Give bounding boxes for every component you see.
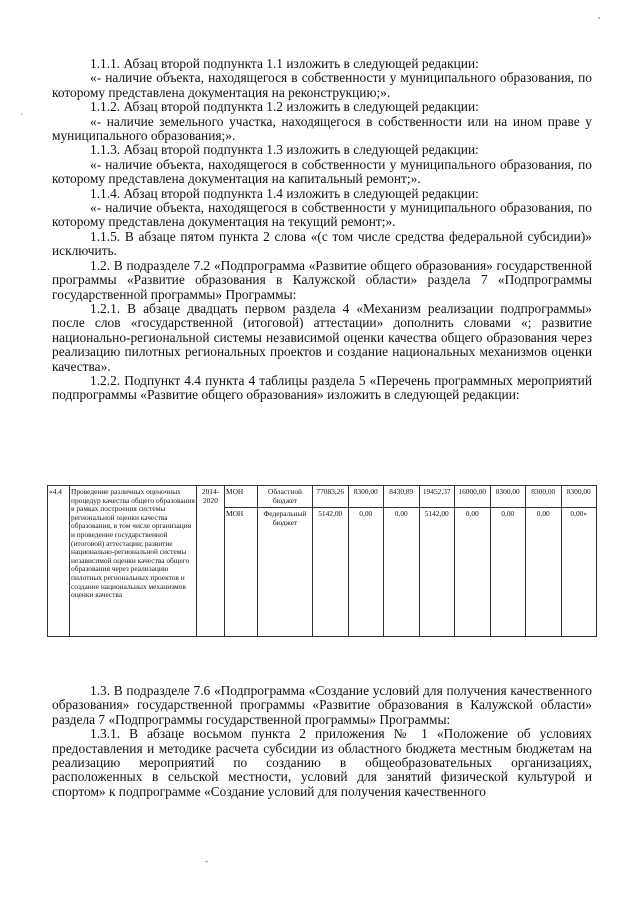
- scan-artifact-mark: -: [205, 856, 208, 866]
- value-cell: 8300,00: [561, 486, 597, 508]
- value-cell: 8300,00: [348, 486, 384, 508]
- text-block-bottom: [52, 684, 592, 799]
- value-cell: 8430,89: [384, 486, 420, 508]
- paragraph: 1.2.2. Подпункт 4.4 пункта 4 таблицы раздела 5 «Перечень программных мероприятий подпрограммы «Развитие общего образования» изложить в следующей редакции:: [52, 372, 592, 403]
- paragraph: 1.3. В подразделе 7.6 «Подпрограмма «Создание условий для получения качественного образования» государственной программы «Развитие образования в Калужской области» раздела 7 «Подпрограммы государственной программы» Программы:: [52, 683, 592, 727]
- paragraph: «- наличие земельного участка, находящегося в собственности или на ином праве у муниципального образования;».: [52, 113, 592, 144]
- paragraph: 1.2.1. В абзаце двадцать первом раздела 4 «Механизм реализации подпрограммы» после слов «государственной (итоговой) аттестации» дополнить словами «; развитие национально-региональной системы независимой оценки качества общего образования через реализацию пилотных региональных проектов и создание национальных механизмов оценки качества».: [52, 300, 592, 374]
- table-row: [48, 486, 597, 508]
- value-cell: 19452,37: [419, 486, 455, 508]
- paragraph: 1.1.4. Абзац второй подпункта 1.4 изложить в следующей редакции:: [90, 185, 479, 201]
- value-cell: 0,00: [384, 508, 420, 637]
- paragraph: «- наличие объекта, находящегося в собственности у муниципального образования, по которому представлена документация на капитальный ремонт;».: [52, 156, 592, 187]
- value-cell: 0,00»: [561, 508, 597, 637]
- paragraph: 1.1.1. Абзац второй подпункта 1.1 изложить в следующей редакции:: [90, 56, 479, 71]
- years-cell: 2014-2020: [197, 486, 225, 637]
- value-cell: 5142,00: [313, 508, 349, 637]
- paragraph: «- наличие объекта, находящегося в собственности у муниципального образования, по которому представлена документация на реконструкцию;».: [52, 70, 592, 100]
- scan-artifact-mark: ,: [598, 10, 601, 20]
- value-cell: 16000,00: [455, 486, 491, 508]
- paragraph: 1.2. В подразделе 7.2 «Подпрограмма «Развитие общего образования» государственной программы «Развитие образования в Калужской области» раздела 7 «Подпрограммы государственной программы» Программы:: [52, 257, 592, 302]
- value-cell: 8300,00: [526, 486, 562, 508]
- funding-source-cell: Областной бюджет: [258, 486, 313, 508]
- scan-artifact-mark: `: [20, 112, 23, 122]
- value-cell: 5142,00: [419, 508, 455, 637]
- value-cell: 8300,00: [490, 486, 526, 508]
- paragraph: 1.3.1. В абзаце восьмом пункта 2 приложения № 1 «Положение об условиях предоставления и методике расчета субсидии из областного бюджета местным бюджетам на реализацию мероприятий по созданию в общеобразовательных организациях, расположенных в сельской местности, условий для занятий физической культурой и спортом» к подпрограмме «Создание условий для получения качественного: [52, 726, 592, 799]
- value-cell: 0,00: [490, 508, 526, 637]
- paragraph: 1.1.5. В абзаце пятом пункта 2 слова «(с том числе средства федеральной субсидии)» исключить.: [52, 228, 592, 259]
- executor-cell: МОН: [225, 486, 258, 508]
- executor-cell: МОН: [225, 508, 258, 637]
- program-activities-table: [47, 485, 597, 637]
- paragraph: 1.1.2. Абзац второй подпункта 1.2 изложить в следующей редакции:: [90, 99, 479, 115]
- funding-source-cell: Федеральный бюджет: [258, 508, 313, 637]
- text-block-top: [52, 57, 592, 403]
- paragraph: «- наличие объекта, находящегося в собственности у муниципального образования, по которому представлена документация на текущий ремонт;».: [52, 200, 592, 230]
- value-cell: 77083,26: [313, 486, 349, 508]
- paragraph: 1.1.3. Абзац второй подпункта 1.3 изложить в следующей редакции:: [90, 142, 479, 158]
- activity-name-cell: Проведение различных оценочных процедур качества общего образования в рамках построения системы региональной оценки качества образования, в том числе организация и проведение государственной (итоговой) аттестации; развитие национально-региональной системы независимой оценки качества общего образования через реализацию пилотных региональных проектов и создание национальных механизмов оценки качества: [70, 486, 197, 637]
- value-cell: 0,00: [526, 508, 562, 637]
- item-number-cell: «4.4: [48, 486, 70, 637]
- value-cell: 0,00: [348, 508, 384, 637]
- value-cell: 0,00: [455, 508, 491, 637]
